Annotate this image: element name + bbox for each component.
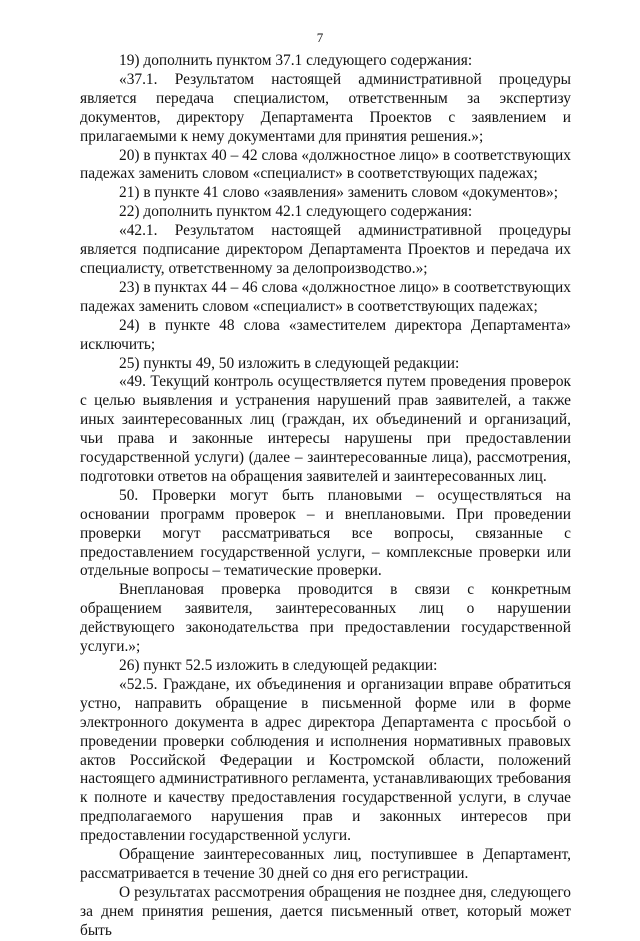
paragraph-clause-37-1: «37.1. Результатом настоящей административной процедуры является передача специалистом, ответственным за экспертизу документов, директору Департамента Проектов с заявлением и прилагаемыми к нему документами для принятия решения.»; (80, 70, 571, 145)
paragraph-item-26: 26) пункт 52.5 изложить в следующей редакции: (119, 657, 438, 674)
paragraph-item-24: 24) в пункте 48 слова «заместителем директора Департамента» исключить; (80, 316, 571, 353)
paragraph-item-25: 25) пункты 49, 50 изложить в следующей редакции: (119, 354, 460, 372)
paragraph-clause-50: 50. Проверки могут быть плановыми – осуществляться на основании программ проверок – и внеплановыми. При проведении проверки могут рассматриваться все вопросы, связанные с предоставлением государственной услуги, – комплексные проверки или отдельные вопросы – тематические проверки. (80, 486, 571, 580)
paragraph-item-21: 21) в пункте 41 слово «заявления» заменить словом «документов»; (119, 184, 558, 202)
paragraph-item-20: 20) в пунктах 40 – 42 слова «должностное лицо» в соответствующих падежах заменить словом «специалист» в соответствующих падежах; (80, 146, 571, 183)
paragraph-unscheduled-inspection: Внеплановая проверка проводится в связи с конкретным обращением заявителя, заинтересованных лиц о нарушении действующего законодательства при предоставлении государственной услуги.»; (80, 581, 571, 656)
paragraph-item-19: 19) дополнить пунктом 37.1 следующего содержания: (119, 52, 473, 69)
document-body (80, 52, 571, 941)
page-number: 7 (316, 30, 324, 45)
paragraph-clause-52-5: «52.5. Граждане, их объединения и организации вправе обратиться устно, направить обращение в письменной форме или в форме электронного документа в адрес директора Департамента с просьбой о проведении проверки соблюдения и исполнения нормативных правовых актов Российской Федерации и Костромской области, положений настоящего административного регламента, устанавливающих требования к полноте и качеству предоставления государственной услуги, в случае предполагаемого нарушения прав и законных интересов при предоставлении государственной услуги. (80, 675, 571, 845)
paragraph-appeal-result: О результатах рассмотрения обращения не позднее дня, следующего за днем принятия решения, дается письменный ответ, который может быть (80, 883, 571, 939)
paragraph-item-23: 23) в пунктах 44 – 46 слова «должностное лицо» в соответствующих падежах заменить словом «специалист» в соответствующих падежах; (80, 278, 571, 315)
paragraph-appeal-review-term: Обращение заинтересованных лиц, поступившее в Департамент, рассматривается в течение 30 дней со дня его регистрации. (80, 846, 571, 882)
paragraph-clause-49: «49. Текущий контроль осуществляется путем проведения проверок с целью выявления и устранения нарушений прав заявителей, а также иных заинтересованных лиц (граждан, их объединений и организаций, чьи права и законные интересы нарушены при предоставлении государственной услуги) (далее – заинтересованные лица), рассмотрения, подготовки ответов на обращения заявителей и заинтересованных лиц. (80, 373, 571, 485)
paragraph-clause-42-1: «42.1. Результатом настоящей административной процедуры является подписание директором Департамента Проектов и передача их специалисту, ответственному за делопроизводство.»; (80, 222, 571, 277)
paragraph-item-22: 22) дополнить пунктом 42.1 следующего содержания: (119, 203, 473, 221)
